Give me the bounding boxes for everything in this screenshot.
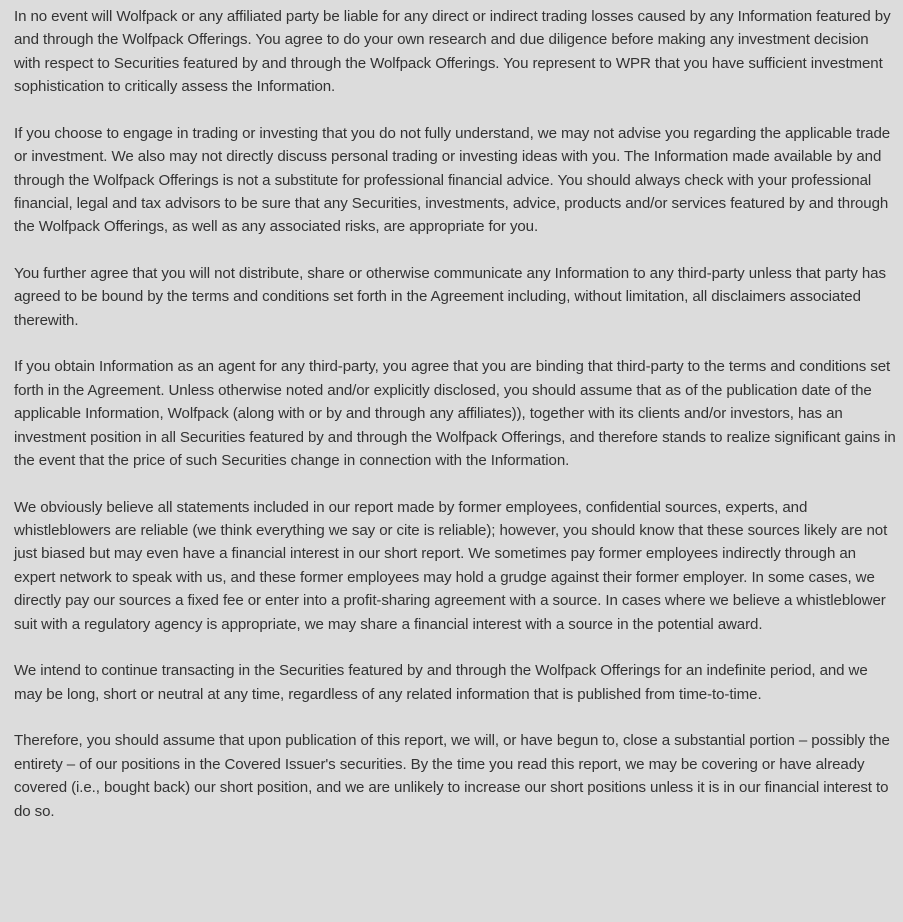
paragraph-positions: Therefore, you should assume that upon publication of this report, we will, or have begun to, close a substantial portion – possibly the entirety – of our positions in the Covered Issuer's securities. By the time you read this report, we may be covering or have already covered (i.e., bought back) our short position, and we are unlikely to increase our short positions unless it is in our financial interest to do so. <box>14 732 890 820</box>
paragraph-third-party: If you obtain Information as an agent for any third-party, you agree that you are binding that third-party to the terms and conditions set forth in the Agreement. Unless otherwise noted and/or explicitly disclosed, you should assume that as of the publication date of the applicable Information, Wolfpack (along with or by and through any affiliates)), together with its clients and/or investors, has an investment position in all Securities featured by and through the Wolfpack Offerings, and therefore stands to realize significant gains in the event that the price of such Securities change in connection with the Information. <box>14 358 896 470</box>
paragraph-distribution: You further agree that you will not distribute, share or otherwise communicate any Information to any third-party unless that party has agreed to be bound by the terms and conditions set forth in the Agreement including, without limitation, all disclaimers associated therewith. <box>14 265 886 329</box>
paragraph-advice: If you choose to engage in trading or investing that you do not fully understand, we may not advise you regarding the applicable trade or investment. We also may not directly discuss personal trading or investing ideas with you. The Information made available by and through the Wolfpack Offerings is not a substitute for professional financial advice. You should always check with your professional financial, legal and tax advisors to be sure that any Securities, investments, advice, products and/or services featured by and through the Wolfpack Offerings, as well as any associated risks, are appropriate for you. <box>14 124 891 236</box>
paragraph-sources: We obviously believe all statements included in our report made by former employees, confidential sources, experts, and whistleblowers are reliable (we think everything we say or cite is reliable); however, you should know that these sources likely are not just biased but may even have a financial interest in our short report. We sometimes pay former employees indirectly through an expert network to speak with us, and these former employees may hold a grudge against their former employer. In some cases, we directly pay our sources a fixed fee or enter into a profit-sharing agreement with a source. In cases where we believe a whistleblower suit with a regulatory agency is appropriate, we may share a financial interest with a source in the potential award. <box>14 498 888 633</box>
paragraph-transactions: We intend to continue transacting in the Securities featured by and through the Wolfpack Offerings for an indefinite period, and we may be long, short or neutral at any time, regardless of any related information that is published from time-to-time. <box>14 662 868 703</box>
paragraph-liability: In no event will Wolfpack or any affiliated party be liable for any direct or indirect trading losses caused by any Information featured by and through the Wolfpack Offerings. You agree to do your own research and due diligence before making any investment decision with respect to Securities featured by and through the Wolfpack Offerings. You represent to WPR that you have sufficient investment sophistication to critically assess the Information. <box>14 8 891 96</box>
